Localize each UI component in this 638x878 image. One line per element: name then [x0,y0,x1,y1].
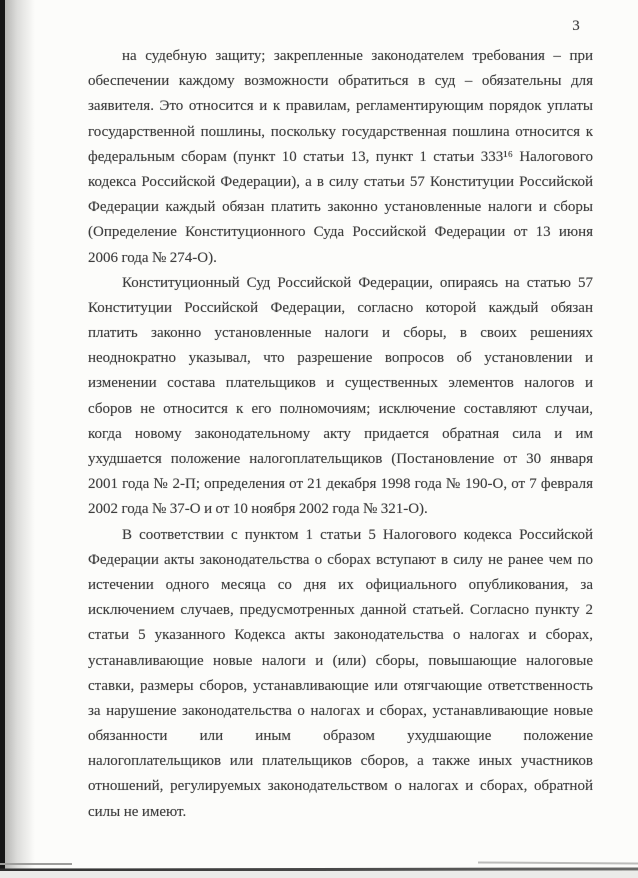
text-line: Федерации акты законодательства о сборах вступают в силу не ранее чем по [88,551,593,568]
text-line: 2002 года № 37-О и от 10 ноября 2002 года № 321-О). [88,501,428,518]
text-line: кодекса Российской Федерации), а в силу статьи 57 Конституции Российской [88,173,593,190]
paragraph-1 [88,44,593,271]
text-line: обеспечении каждому возможности обратиться в суд – обязательны для [88,73,593,90]
text-line: истечении одного месяца со дня их официального опубликования, за [88,576,593,593]
scan-edge-bottom-faint-right [478,861,638,864]
paragraph-3 [88,523,593,825]
scan-edge-bottom-faint-left [0,863,72,865]
text-line: исключением случаев, предусмотренных данной статьей. Согласно пункту 2 [88,602,593,619]
page-number: 3 [572,18,580,34]
text-line: платить законно установленные налоги и сборы, в своих решениях [88,325,593,342]
text-line: 2001 года № 2-П; определения от 21 декабря 1998 года № 190-О, от 7 февраля [88,476,593,493]
text-line: (Определение Конституционного Суда Российской Федерации от 13 июня [88,224,593,241]
text-line: когда новому законодательному акту придается обратная сила и им [88,425,593,442]
text-line: неоднократно указывал, что разрешение вопросов об установлении и [88,350,593,367]
text-line: В соответствии с пунктом 1 статьи 5 Налогового кодекса Российской [122,526,593,543]
text-line: изменении состава плательщиков и существенных элементов налогов и [88,375,593,392]
text-line: отношений, регулируемых законодательством о налогах и сборах, обратной [88,778,593,795]
text-line: заявителя. Это относится и к правилам, регламентирующим порядок уплаты [88,98,593,115]
text-line: силы не имеют. [88,803,187,820]
text-line: Конституционный Суд Российской Федерации, опираясь на статью 57 [122,274,593,291]
text-line: устанавливающие новые налоги и (или) сборы, повышающие налоговые [88,652,593,669]
paragraph-2 [88,271,593,523]
text-line: статьи 5 указанного Кодекса акты законодательства о налогах и сборах, [88,627,593,644]
document-text [88,44,593,825]
text-line: государственной пошлины, поскольку государственная пошлина относится к [88,123,593,140]
text-line: ставки, размеры сборов, устанавливающие или отягчающие ответственность [88,677,593,694]
text-line: налогоплательщиков или плательщиков сборов, а также иных участников [88,753,593,770]
text-line: федеральным сборам (пункт 10 статьи 13, пункт 1 статьи 333¹⁶ Налогового [88,148,593,165]
text-line: Федерации каждый обязан платить законно установленные налоги и сборы [88,199,593,216]
text-line: ухудшается положение налогоплательщиков (Постановление от 30 января [88,451,593,467]
scan-edge-bottom-under [0,871,638,878]
text-line: сборов не относится к его полномочиям; исключение составляют случаи, [88,400,593,417]
text-line: на судебную защиту; закрепленные законодателем требования – при [122,48,593,64]
text-line: обязанности или иным образом ухудшающие положение [88,728,593,745]
text-line: 2006 года № 274-О). [88,249,217,266]
text-line: за нарушение законодательства о налогах и сборах, устанавливающие новые [88,702,593,719]
scan-edge-left-shadow [5,0,35,878]
text-line: Конституции Российской Федерации, согласно которой каждый обязан [88,299,593,316]
